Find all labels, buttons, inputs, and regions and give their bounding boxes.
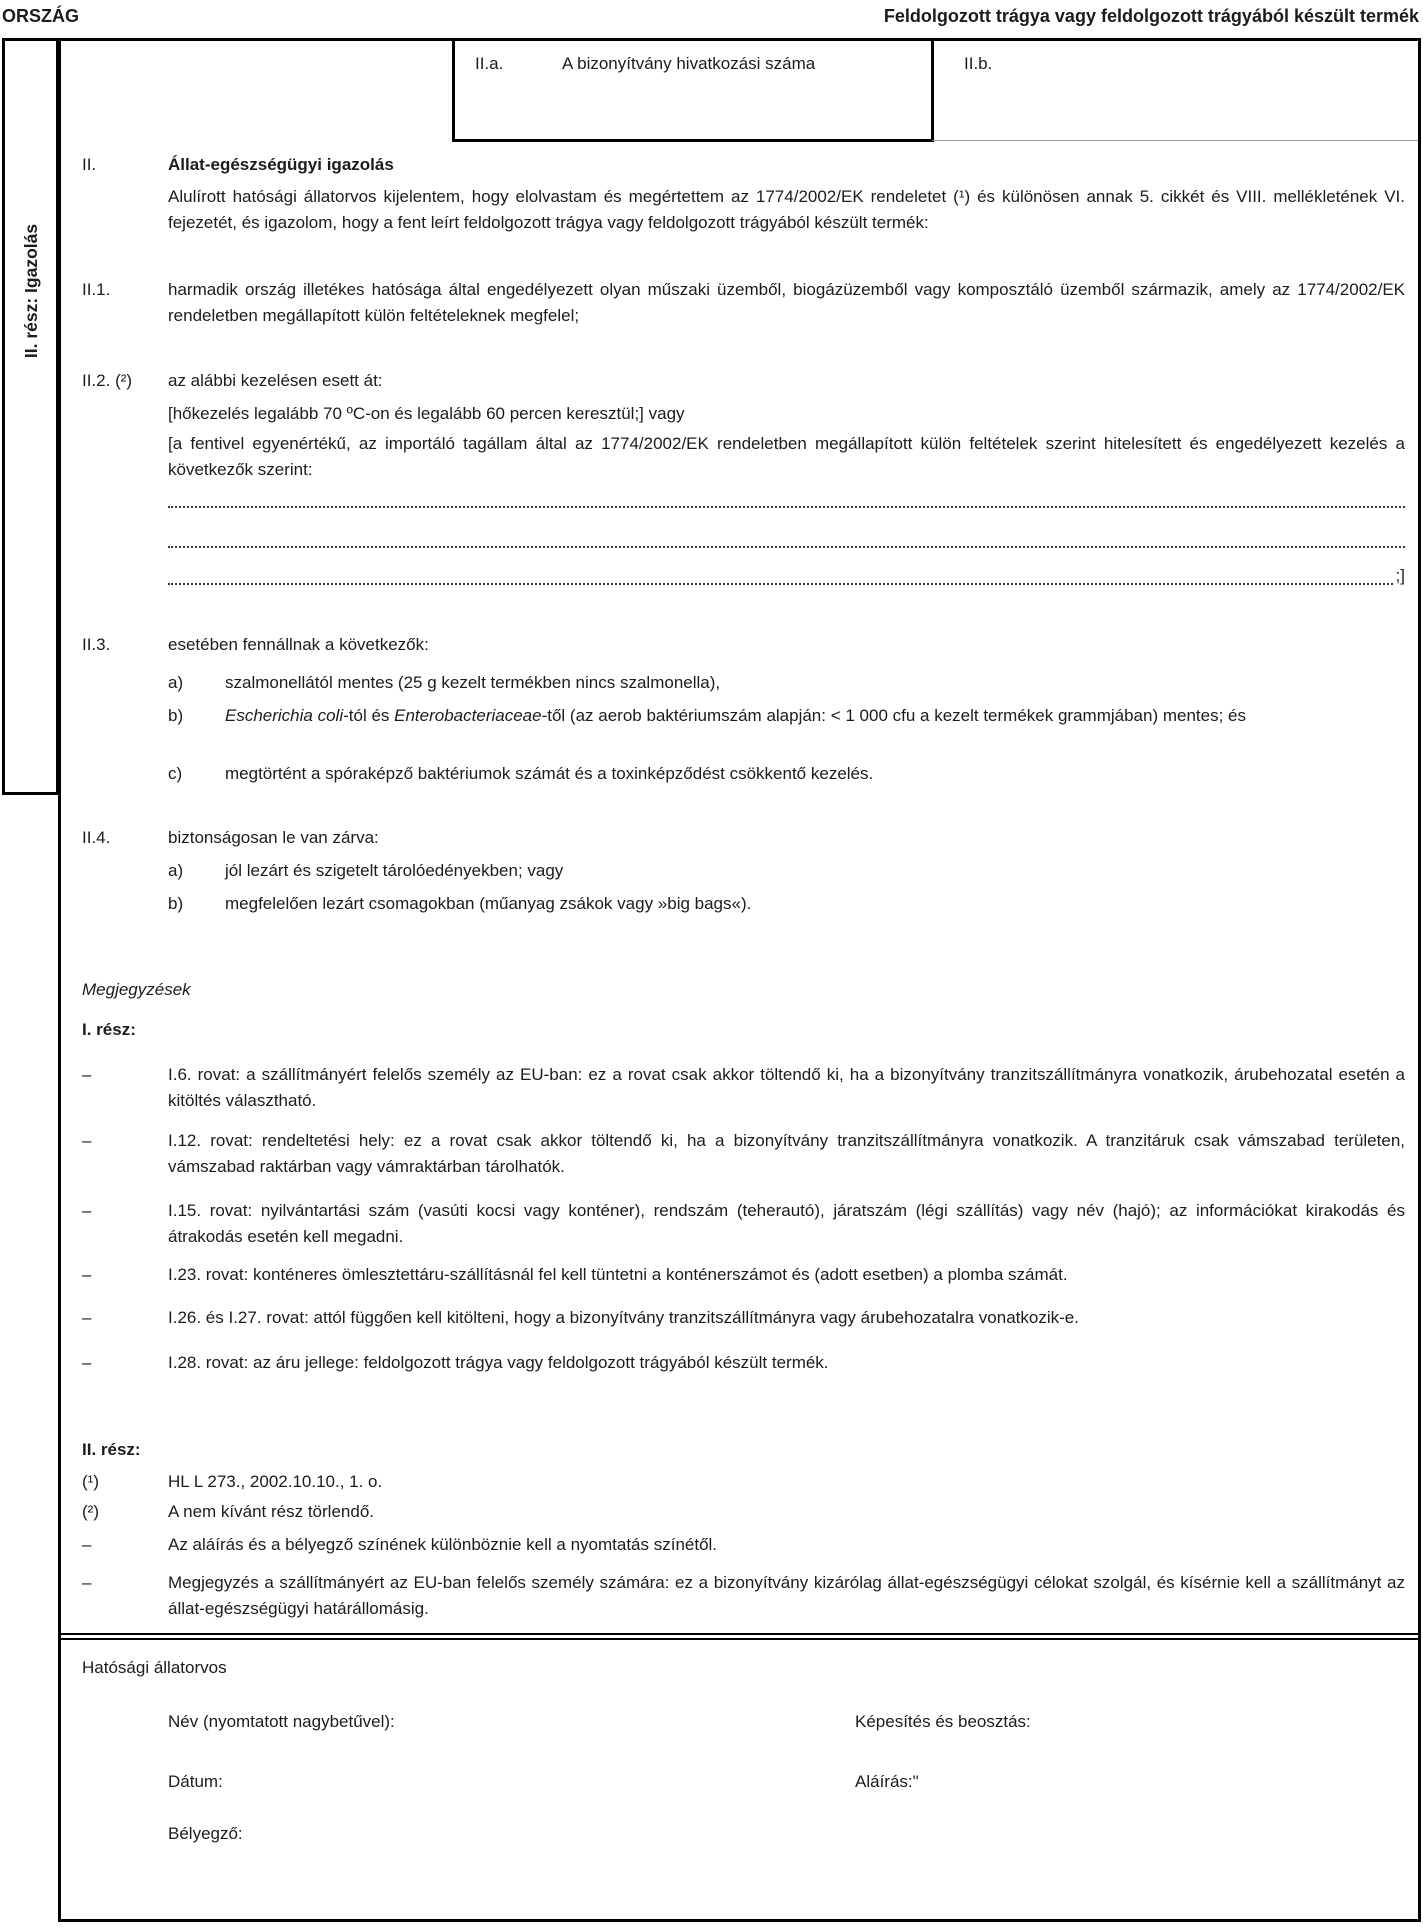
- dash-marker: –: [82, 1131, 92, 1150]
- dash-marker: –: [82, 1573, 92, 1592]
- section-ii-title: Állat-egészségügyi igazolás: [168, 155, 394, 174]
- note-text: I.28. rovat: az áru jellege: feldolgozott trágya vagy feldolgozott trágyából készült termék.: [168, 1353, 829, 1372]
- dash-marker: –: [82, 1535, 92, 1554]
- note-i6: [82, 1062, 1405, 1114]
- clause-ii4-row: [82, 825, 1405, 851]
- iib-cell: [931, 41, 1418, 141]
- clause-ii2-row: [82, 368, 1405, 394]
- footnote-text: HL L 273., 2002.10.10., 1. o.: [168, 1472, 383, 1491]
- section-ii-number: II.: [82, 155, 97, 174]
- clause-ii4-number: II.4.: [82, 828, 111, 847]
- footnote-2: [82, 1499, 1405, 1525]
- note-signature-colour: [82, 1532, 1405, 1558]
- item-b-rest: -től (az aerob baktériumszám alapján: < 1 000 cfu a kezelt termékek grammjában) mentes; és: [541, 706, 1246, 725]
- item-b-mid: -tól és: [343, 706, 395, 725]
- item-b-text: [225, 703, 1405, 729]
- note-text: I.23. rovat: konténeres ömlesztettáru-szállításnál fel kell tüntetni a konténerszámot és (adott esetben) a plomba számát.: [168, 1265, 1068, 1284]
- date-label: Dátum:: [168, 1772, 223, 1791]
- dash-marker: –: [82, 1065, 92, 1084]
- name-label: Név (nyomtatott nagybetűvel):: [168, 1712, 395, 1731]
- clause-ii3-item-a: [168, 670, 1405, 696]
- clause-ii2-option1: [hőkezelés legalább 70 ºC-on és legalább 60 percen keresztül;] vagy: [168, 404, 685, 423]
- item-c-text: megtörtént a spóraképző baktériumok számát és a toxinképződést csökkentő kezelés.: [225, 764, 874, 783]
- note-text: Az aláírás és a bélyegző színének különböznie kell a nyomtatás színétől.: [168, 1535, 718, 1554]
- clause-ii2-text: az alábbi kezelésen esett át:: [168, 371, 383, 390]
- footnote-text: A nem kívánt rész törlendő.: [168, 1502, 374, 1521]
- section-divider: [61, 1633, 1418, 1640]
- note-text: Megjegyzés a szállítmányért az EU-ban felelős személy számára: ez a bizonyítvány kizárólag állat-egészségügyi célokat szolgál, és kísérnie kell a szállítmányt az állat-egészségügyi határállomásig.: [168, 1573, 1405, 1618]
- signature-label: Aláírás:": [855, 1772, 919, 1791]
- section-ii-heading-row: [82, 152, 1405, 178]
- fill-in-line-3-dots: [168, 583, 1393, 585]
- dash-marker: –: [82, 1308, 92, 1327]
- bracket-close: ;]: [1395, 566, 1405, 585]
- item-b-text: megfelelően lezárt csomagokban (műanyag zsákok vagy »big bags«).: [225, 894, 752, 913]
- clause-ii4-item-b: [168, 891, 1405, 917]
- part1-heading: I. rész:: [82, 1020, 136, 1039]
- dash-marker: –: [82, 1265, 92, 1284]
- species-name-ecoli: Escherichia coli: [225, 706, 344, 725]
- item-a-marker: a): [168, 861, 184, 880]
- dash-marker: –: [82, 1353, 92, 1372]
- item-a-marker: a): [168, 673, 184, 692]
- fill-in-line-3[interactable]: [168, 567, 1405, 589]
- clause-ii2-number: II.2. (²): [82, 371, 133, 390]
- side-tab-label: II. rész: Igazolás: [20, 223, 41, 359]
- fill-in-line-2[interactable]: [168, 546, 1405, 548]
- footnote-marker: (²): [82, 1502, 99, 1521]
- note-i26-i27: [82, 1305, 1405, 1331]
- note-i15: [82, 1198, 1405, 1250]
- note-i12: [82, 1128, 1405, 1180]
- clause-ii1-row: [82, 277, 1405, 329]
- clause-ii1-number: II.1.: [82, 280, 111, 299]
- item-a-text: jól lezárt és szigetelt tárolóedényekben; vagy: [225, 861, 564, 880]
- qualification-label: Képesítés és beosztás:: [855, 1712, 1031, 1731]
- country-label: ORSZÁG: [2, 6, 80, 26]
- certification-intro: Alulírott hatósági állatorvos kijelentem, hogy elolvastam és megértettem az 1774/2002/EK rendeletet (¹) és különösen annak 5. cikkét és VIII. mellékletének VI. fejezetét, és igazolom, hogy a fent leírt feldolgozott trágya vagy feldolgozott trágyából készült termék:: [168, 187, 1405, 232]
- note-i28: [82, 1350, 1405, 1376]
- clause-ii2-option2: [a fentivel egyenértékű, az importáló tagállam által az 1774/2002/EK rendeletben megállapított külön feltételek szerint hitelesített és engedélyezett kezelés a következők szerint:: [168, 434, 1405, 479]
- item-b-marker: b): [168, 894, 184, 913]
- iia-label: II.a.: [475, 54, 504, 73]
- note-text: I.12. rovat: rendeltetési hely: ez a rovat csak akkor töltendő ki, ha a bizonyítvány tranzitszállítmányra vonatkozik. A tranzitáruk csak vámszabad területen, vámszabad raktárban vagy vámraktárban tárolhatók.: [168, 1131, 1405, 1176]
- iib-label: II.b.: [964, 54, 993, 73]
- dash-marker: –: [82, 1201, 92, 1220]
- fill-in-line-1[interactable]: [168, 506, 1405, 508]
- species-name-enterobacteriaceae: Enterobacteriaceae: [394, 706, 542, 725]
- note-i23: [82, 1262, 1405, 1288]
- note-text: I.15. rovat: nyilvántartási szám (vasúti kocsi vagy konténer), rendszám (teherautó), járatszám (légi szállítás) vagy név (hajó); az információkat kirakodás és átrakodás esetén kell megadni.: [168, 1201, 1405, 1246]
- document-title: Feldolgozott trágya vagy feldolgozott trágyából készült termék: [883, 6, 1419, 26]
- item-a-text: szalmonellától mentes (25 g kezelt termékben nincs szalmonella),: [225, 673, 721, 692]
- footnote-1: [82, 1469, 1405, 1495]
- footnote-marker: (¹): [82, 1472, 99, 1491]
- side-tab: [2, 38, 59, 795]
- notes-heading: Megjegyzések: [82, 980, 191, 999]
- clause-ii4-text: biztonságosan le van zárva:: [168, 828, 379, 847]
- reference-number-cell: [452, 38, 934, 142]
- clause-ii3-item-c: [168, 761, 1405, 787]
- stamp-label: Bélyegző:: [168, 1824, 243, 1843]
- clause-ii3-item-b: [168, 703, 1405, 729]
- note-text: I.26. és I.27. rovat: attól függően kell kitölteni, hogy a bizonyítvány tranzitszállítmányra vagy árubehozatalra vonatkozik-e.: [168, 1308, 1079, 1327]
- clause-ii3-text: esetében fennállnak a következők:: [168, 635, 429, 654]
- clause-ii3-row: [82, 632, 1405, 658]
- clause-ii3-number: II.3.: [82, 635, 111, 654]
- part2-heading: II. rész:: [82, 1440, 141, 1459]
- note-person-responsible: [82, 1570, 1405, 1622]
- iia-text: A bizonyítvány hivatkozási száma: [562, 54, 816, 73]
- item-b-marker: b): [168, 706, 184, 725]
- clause-ii4-item-a: [168, 858, 1405, 884]
- item-c-marker: c): [168, 764, 183, 783]
- clause-ii1-text: harmadik ország illetékes hatósága által engedélyezett olyan műszaki üzemből, biogázüzemből vagy komposztáló üzemből származik, amely az 1774/2002/EK rendeletben megállapított külön feltételeknek megfelel;: [168, 280, 1405, 325]
- note-text: I.6. rovat: a szállítmányért felelős személy az EU-ban: ez a rovat csak akkor töltendő ki, ha a bizonyítvány tranzitszállítmányra vonatkozik, árubehozatal esetén a kitöltés választható.: [168, 1065, 1405, 1110]
- official-vet-heading: Hatósági állatorvos: [82, 1658, 227, 1677]
